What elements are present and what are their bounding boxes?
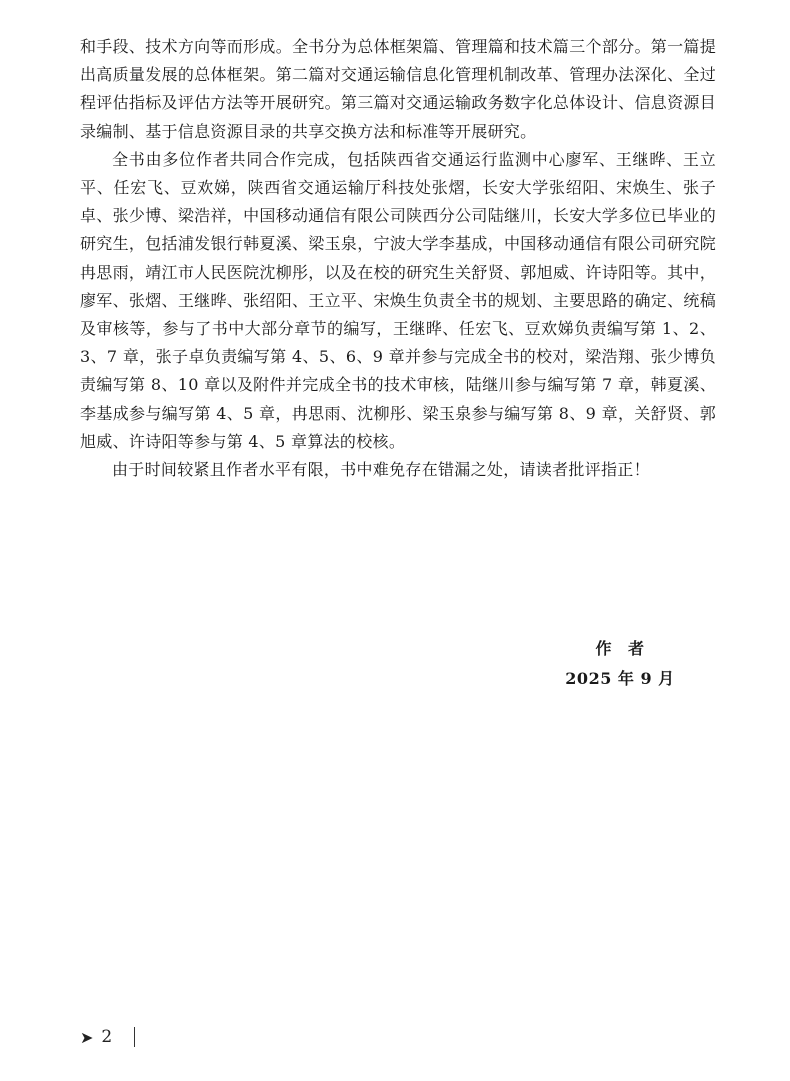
page-number: 2: [101, 1027, 113, 1047]
paragraph-3: 由于时间较紧且作者水平有限，书中难免存在错漏之处，请读者批评指正！: [112, 460, 650, 480]
arrow-icon: ➤: [80, 1027, 94, 1047]
signature-date: 2025 年 9 月: [565, 669, 675, 688]
body-text: [80, 33, 716, 484]
paragraph-2: 全书由多位作者共同合作完成，包括陕西省交通运行监测中心廖军、王继晔、王立平、任宏飞、豆欢娣，陕西省交通运输厅科技处张熠，长安大学张绍阳、宋焕生、张子卓、张少博、梁浩祥，中国移动通信有限公司陕西分公司陆继川，长安大学多位已毕业的研究生，包括浦发银行韩夏溪、梁玉泉，宁波大学李基成，中国移动通信有限公司研究院冉思雨，靖江市人民医院沈柳彤，以及在校的研究生关舒贤、郭旭威、许诗阳等。其中，廖军、张熠、王继晔、张绍阳、王立平、宋焕生负责全书的规划、主要思路的确定、统稿及审核等，参与了书中大部分章节的编写，王继晔、任宏飞、豆欢娣负责编写第 1、2、3、7 章，张子卓负责编写第 4、5、6、9 章并参与完成全书的校对，梁浩翔、张少博负责编写第 8、10 章以及附件并完成全书的技术审核，陆继川参与编写第 7 章，韩夏溪、李基成参与编写第 4、5 章，冉思雨、沈柳彤、梁玉泉参与编写第 8、9 章，关舒贤、郭旭威、许诗阳等参与第 4、5 章算法的校核。: [80, 149, 716, 451]
paragraph-1: 和手段、技术方向等而形成。全书分为总体框架篇、管理篇和技术篇三个部分。第一篇提出高质量发展的总体框架。第二篇对交通运输信息化管理机制改革、管理办法深化、全过程评估指标及评估方法等开展研究。第三篇对交通运输政务数字化总体设计、信息资源目录编制、基于信息资源目录的共享交换方法和标准等开展研究。: [80, 37, 716, 141]
signature-author: 作 者: [595, 639, 645, 658]
page-footer: [80, 1027, 135, 1047]
footer-divider: [134, 1027, 135, 1047]
